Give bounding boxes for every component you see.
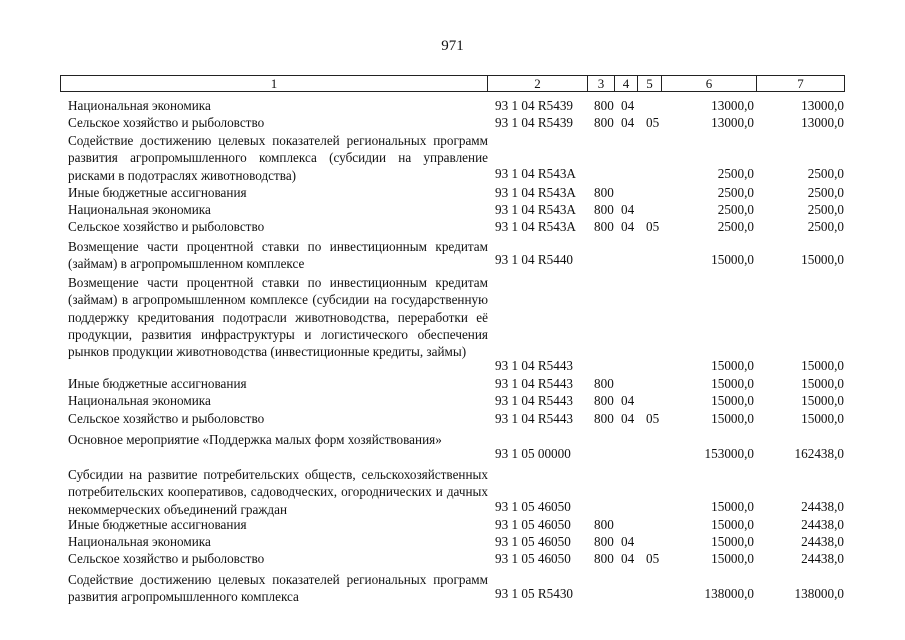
- row-col6: 153000,0: [704, 446, 754, 461]
- row-col3: 800: [594, 393, 614, 408]
- row-col3: 800: [594, 517, 614, 532]
- row-name: Содействие достижению целевых показателей региональных программ развития агропромышленного комплекса: [68, 572, 488, 605]
- row-col6: 2500,0: [717, 185, 754, 200]
- row-code: 93 1 05 46050: [495, 499, 571, 514]
- header-cell-7: 7: [756, 75, 845, 92]
- row-col6: 2500,0: [717, 166, 754, 181]
- row-name: Иные бюджетные ассигнования: [68, 517, 247, 532]
- row-col7: 13000,0: [801, 98, 844, 113]
- row-code: 93 1 04 R543A: [495, 219, 576, 234]
- header-cell-6: 6: [661, 75, 757, 92]
- row-code: 93 1 04 R5439: [495, 115, 574, 130]
- row-name: Национальная экономика: [68, 393, 211, 408]
- row-col7: 15000,0: [801, 376, 844, 391]
- page-number: 971: [441, 38, 464, 54]
- row-col4: 04: [621, 219, 635, 234]
- row-col3: 800: [594, 551, 614, 566]
- row-code: 93 1 04 R5440: [495, 252, 574, 267]
- row-col6: 15000,0: [711, 551, 754, 566]
- row-name: Основное мероприятие «Поддержка малых форм хозяйствования»: [68, 432, 442, 447]
- row-col5: 05: [646, 411, 660, 426]
- row-name: Возмещение части процентной ставки по инвестиционным кредитам (займам) в агропромышленном комплексе (субсидии на государственную поддержку кредитования подотрасли животноводства, переработки её продукции, развития инфраструктуры и логистического обеспечения рынков продукции животноводства (инвестиционные кредиты, займы): [68, 275, 488, 360]
- row-col3: 800: [594, 98, 614, 113]
- row-name: Сельское хозяйство и рыболовство: [68, 411, 265, 426]
- row-col6: 15000,0: [711, 534, 754, 549]
- row-col7: 2500,0: [807, 166, 844, 181]
- row-col5: 05: [646, 115, 660, 130]
- row-col6: 15000,0: [711, 393, 754, 408]
- header-cell-4: 4: [614, 75, 638, 92]
- row-name: Субсидии на развитие потребительских обществ, сельскохозяйственных потребительских кооперативов, садоводческих, огороднических и дачных некоммерческих объединений граждан: [68, 467, 488, 517]
- header-cell-5: 5: [637, 75, 662, 92]
- row-col7: 15000,0: [801, 252, 844, 267]
- row-code: 93 1 05 46050: [495, 551, 571, 566]
- row-col5: 05: [646, 219, 660, 234]
- row-name: Содействие достижению целевых показателей региональных программ развития агропромышленного комплекса (субсидии на управление рисками в подотраслях животноводства): [68, 133, 488, 183]
- row-col4: 04: [621, 411, 635, 426]
- row-col6: 15000,0: [711, 499, 754, 514]
- row-col6: 2500,0: [717, 202, 754, 217]
- row-col7: 15000,0: [801, 393, 844, 408]
- row-col3: 800: [594, 219, 614, 234]
- row-col4: 04: [621, 202, 635, 217]
- row-name: Возмещение части процентной ставки по инвестиционным кредитам (займам) в агропромышленном комплексе: [68, 239, 488, 272]
- row-col6: 15000,0: [711, 376, 754, 391]
- row-col7: 2500,0: [807, 219, 844, 234]
- row-col7: 138000,0: [794, 586, 844, 601]
- row-col6: 13000,0: [711, 115, 754, 130]
- row-col6: 15000,0: [711, 411, 754, 426]
- row-col7: 24438,0: [801, 534, 844, 549]
- row-col7: 24438,0: [801, 551, 844, 566]
- row-name: Сельское хозяйство и рыболовство: [68, 115, 265, 130]
- row-col7: 24438,0: [801, 499, 844, 514]
- row-col3: 800: [594, 411, 614, 426]
- row-col4: 04: [621, 98, 635, 113]
- row-col7: 15000,0: [801, 358, 844, 373]
- row-col6: 15000,0: [711, 358, 754, 373]
- row-code: 93 1 04 R5443: [495, 393, 574, 408]
- row-col4: 04: [621, 393, 635, 408]
- row-code: 93 1 04 R5443: [495, 411, 574, 426]
- row-col6: 15000,0: [711, 252, 754, 267]
- row-col6: 2500,0: [717, 219, 754, 234]
- row-col3: 800: [594, 376, 614, 391]
- row-col3: 800: [594, 115, 614, 130]
- row-code: 93 1 05 R5430: [495, 586, 574, 601]
- row-code: 93 1 05 00000: [495, 446, 571, 461]
- row-code: 93 1 04 R5443: [495, 376, 574, 391]
- row-col7: 15000,0: [801, 411, 844, 426]
- header-cell-2: 2: [487, 75, 588, 92]
- row-col3: 800: [594, 534, 614, 549]
- row-code: 93 1 05 46050: [495, 534, 571, 549]
- row-col7: 2500,0: [807, 185, 844, 200]
- row-col3: 800: [594, 202, 614, 217]
- row-code: 93 1 05 46050: [495, 517, 571, 532]
- row-name: Национальная экономика: [68, 534, 211, 549]
- row-col7: 13000,0: [801, 115, 844, 130]
- row-name: Иные бюджетные ассигнования: [68, 376, 247, 391]
- row-col4: 04: [621, 551, 635, 566]
- row-col7: 2500,0: [807, 202, 844, 217]
- row-code: 93 1 04 R5439: [495, 98, 574, 113]
- row-name: Сельское хозяйство и рыболовство: [68, 551, 265, 566]
- row-name: Иные бюджетные ассигнования: [68, 185, 247, 200]
- row-col4: 04: [621, 115, 635, 130]
- row-col4: 04: [621, 534, 635, 549]
- header-cell-1: 1: [60, 75, 488, 92]
- row-col7: 24438,0: [801, 517, 844, 532]
- row-name: Национальная экономика: [68, 98, 211, 113]
- row-col6: 13000,0: [711, 98, 754, 113]
- row-col6: 138000,0: [704, 586, 754, 601]
- row-code: 93 1 04 R543A: [495, 185, 576, 200]
- row-col3: 800: [594, 185, 614, 200]
- row-col7: 162438,0: [794, 446, 844, 461]
- row-col5: 05: [646, 551, 660, 566]
- row-col6: 15000,0: [711, 517, 754, 532]
- row-code: 93 1 04 R5443: [495, 358, 574, 373]
- row-name: Сельское хозяйство и рыболовство: [68, 219, 265, 234]
- row-name: Национальная экономика: [68, 202, 211, 217]
- header-cell-3: 3: [587, 75, 615, 92]
- row-code: 93 1 04 R543A: [495, 166, 576, 181]
- row-code: 93 1 04 R543A: [495, 202, 576, 217]
